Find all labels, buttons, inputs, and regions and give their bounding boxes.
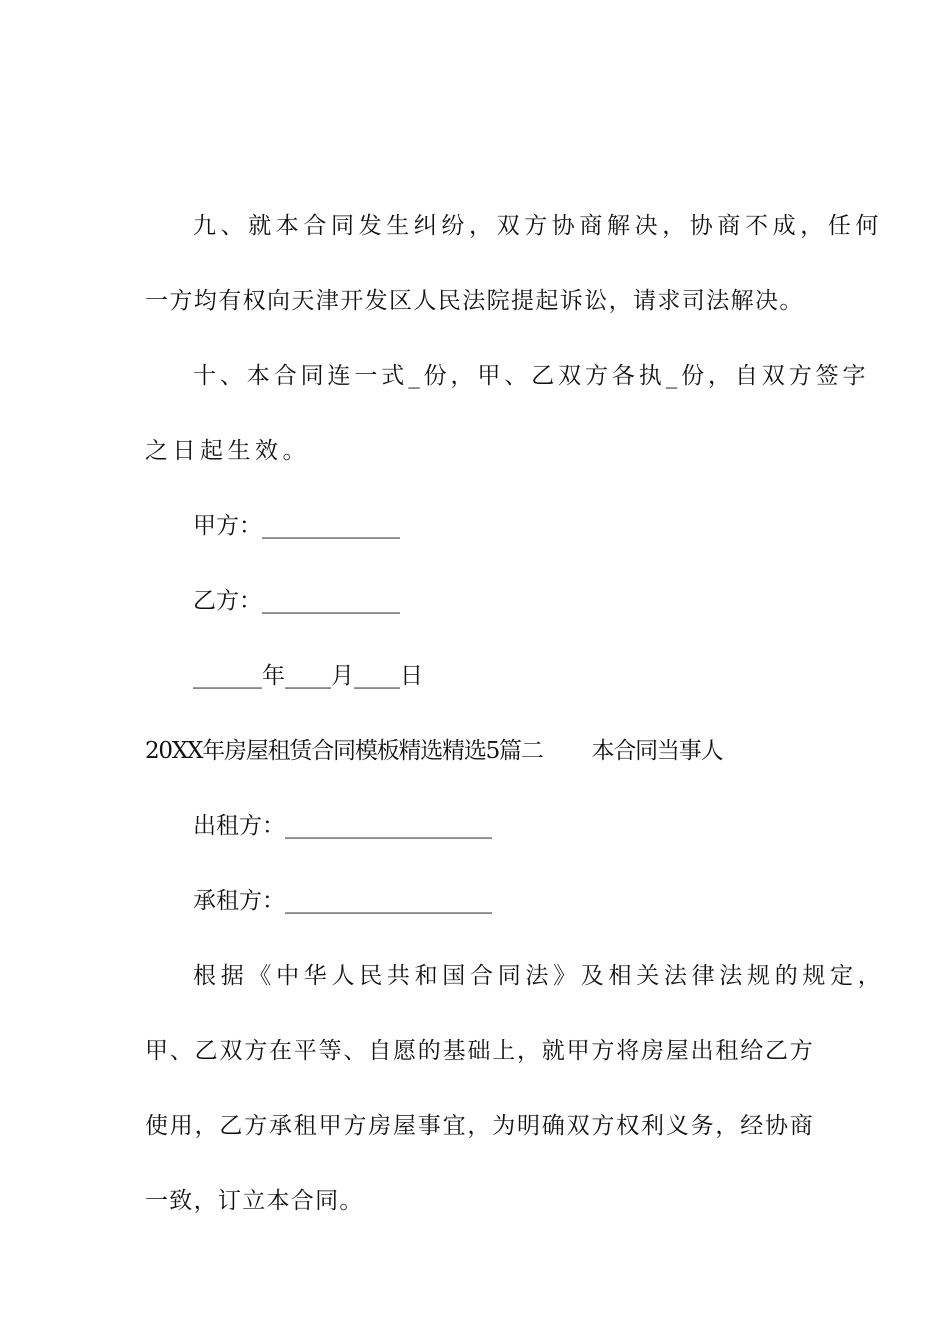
clause-9-line-2: 一方均有权向天津开发区人民法院提起诉讼，请求司法解决。 (145, 288, 804, 314)
clause-9-line-1: 九、就本合同发生纠纷，双方协商解决，协商不成，任何 (193, 213, 883, 239)
preamble-line-2: 甲、乙双方在平等、自愿的基础上，就甲方将房屋出租给乙方 (145, 1038, 815, 1064)
lessee-line: 承租方：__________________ (193, 888, 492, 914)
lessor-line: 出租方：__________________ (193, 813, 492, 839)
preamble-line-3: 使用，乙方承租甲方房屋事宜，为明确双方权利义务，经协商 (145, 1113, 815, 1139)
preamble-line-1: 根据《中华人民共和国合同法》及相关法律法规的规定， (193, 963, 886, 989)
clause-10-line-1: 十、本合同连一式_份，甲、乙双方各执_份，自双方签字 (193, 363, 870, 389)
party-b-signature-line: 乙方：____________ (193, 588, 400, 614)
contract-heading-line: 20XX年房屋租赁合同模板精选精选5篇二 本合同当事人 (145, 738, 723, 764)
party-a-signature-line: 甲方：____________ (193, 513, 400, 539)
preamble-line-4: 一致，订立本合同。 (145, 1188, 364, 1214)
clause-10-line-2: 之日起生效。 (145, 438, 310, 464)
date-line: ______年____月____日 (193, 663, 423, 689)
